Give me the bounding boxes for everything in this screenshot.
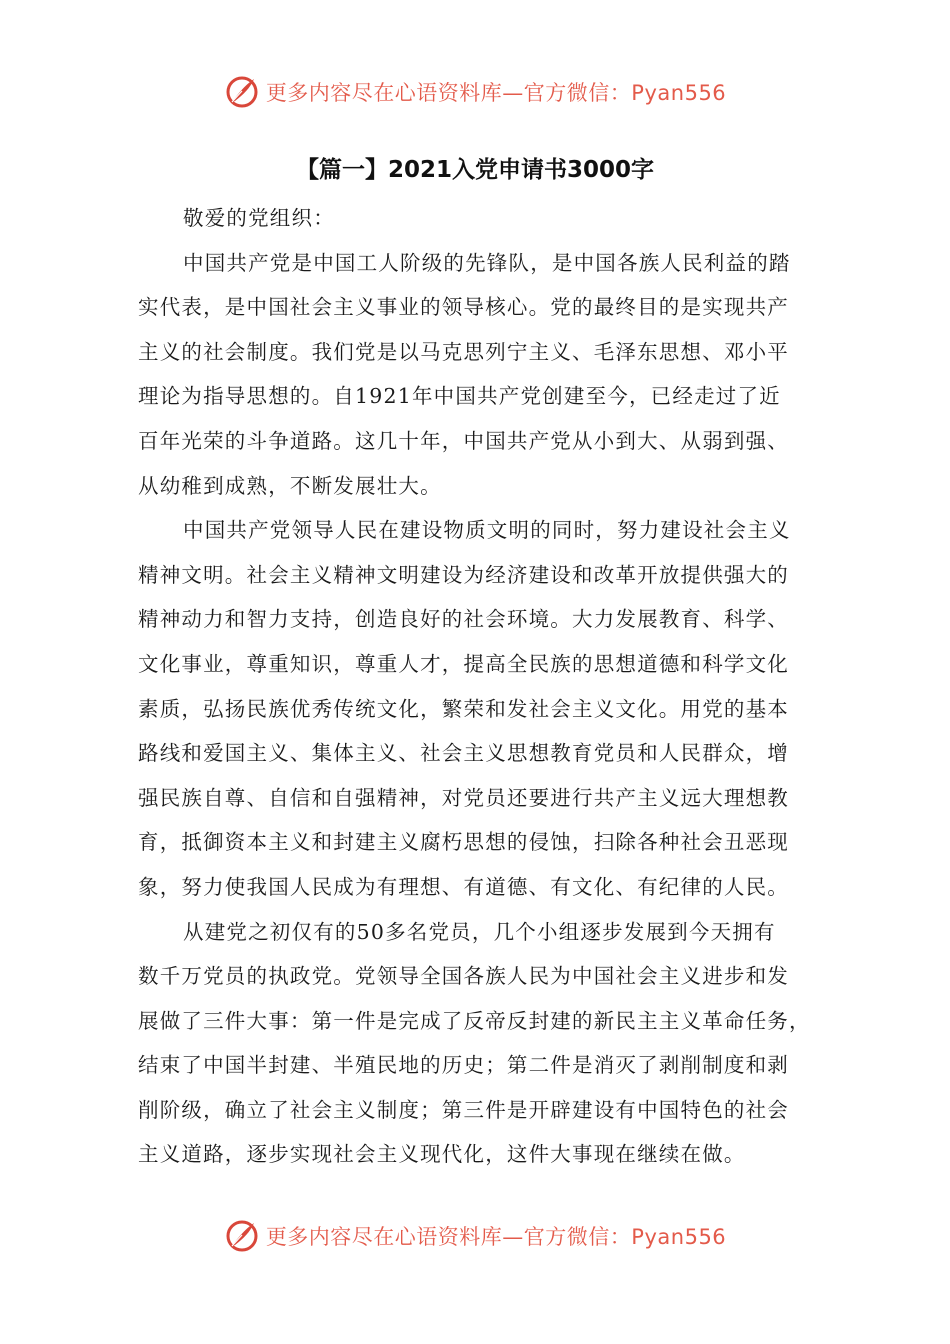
text-line: 百年光荣的斗争道路。这几十年，中国共产党从小到大、从弱到强、 — [138, 428, 789, 453]
text-line: 理论为指导思想的。自1921年中国共产党创建至今，已经走过了近 — [138, 384, 781, 409]
text-line: 精神动力和智力支持，创造良好的社会环境。大力发展教育、科学、 — [138, 607, 789, 632]
document-title: 【篇一】2021入党申请书3000字 — [295, 157, 655, 183]
text-line: 从幼稚到成熟，不断发展壮大。 — [138, 473, 442, 498]
header-banner — [0, 72, 950, 112]
paragraph-1 — [138, 241, 818, 509]
text-line: 数千万党员的执政党。党领导全国各族人民为中国社会主义进步和发 — [138, 964, 789, 989]
banner-text: 更多内容尽在心语资料库—官方微信：Pyan556 — [265, 1225, 727, 1249]
text-line: 精神文明。社会主义精神文明建设为经济建设和改革开放提供强大的 — [138, 562, 789, 587]
text-line: 路线和爱国主义、集体主义、社会主义思想教育党员和人民群众，增 — [138, 741, 789, 766]
text-line: 象，努力使我国人民成为有理想、有道德、有文化、有纪律的人民。 — [138, 874, 789, 899]
paragraph-2 — [138, 508, 818, 909]
text-line: 结束了中国半封建、半殖民地的历史；第二件是消灭了剥削制度和剥 — [138, 1053, 789, 1078]
text-line: 中国共产党领导人民在建设物质文明的同时，努力建设社会主义 — [183, 518, 791, 543]
text-line: 素质，弘扬民族优秀传统文化，繁荣和发社会主义文化。用党的基本 — [138, 696, 789, 721]
text-line: 强民族自尊、自信和自强精神，对党员还要进行共产主义远大理想教 — [138, 785, 789, 810]
text-line: 从建党之初仅有的50多名党员，几个小组逐步发展到今天拥有 — [183, 919, 776, 944]
feather-pen-logo-icon — [224, 74, 260, 110]
document-body — [138, 196, 818, 1177]
text-line: 展做了三件大事：第一件是完成了反帝反封建的新民主主义革命任务， — [138, 1008, 811, 1033]
text-line: 中国共产党是中国工人阶级的先锋队，是中国各族人民利益的踏 — [183, 250, 791, 275]
footer-banner — [0, 1216, 950, 1256]
salutation: 敬爱的党组织： — [183, 206, 335, 230]
text-line: 育，抵御资本主义和封建主义腐朽思想的侵蚀，扫除各种社会丑恶现 — [138, 830, 789, 855]
text-line: 主义道路，逐步实现社会主义现代化，这件大事现在继续在做。 — [138, 1142, 746, 1167]
text-line: 主义的社会制度。我们党是以马克思列宁主义、毛泽东思想、邓小平 — [138, 339, 789, 364]
text-line: 文化事业，尊重知识，尊重人才，提高全民族的思想道德和科学文化 — [138, 651, 789, 676]
paragraph-3 — [138, 910, 818, 1178]
feather-pen-logo-icon — [224, 1218, 260, 1254]
banner-text: 更多内容尽在心语资料库—官方微信：Pyan556 — [265, 81, 727, 105]
text-line: 实代表，是中国社会主义事业的领导核心。党的最终目的是实现共产 — [138, 295, 789, 320]
text-line: 削阶级，确立了社会主义制度；第三件是开辟建设有中国特色的社会 — [138, 1097, 789, 1122]
